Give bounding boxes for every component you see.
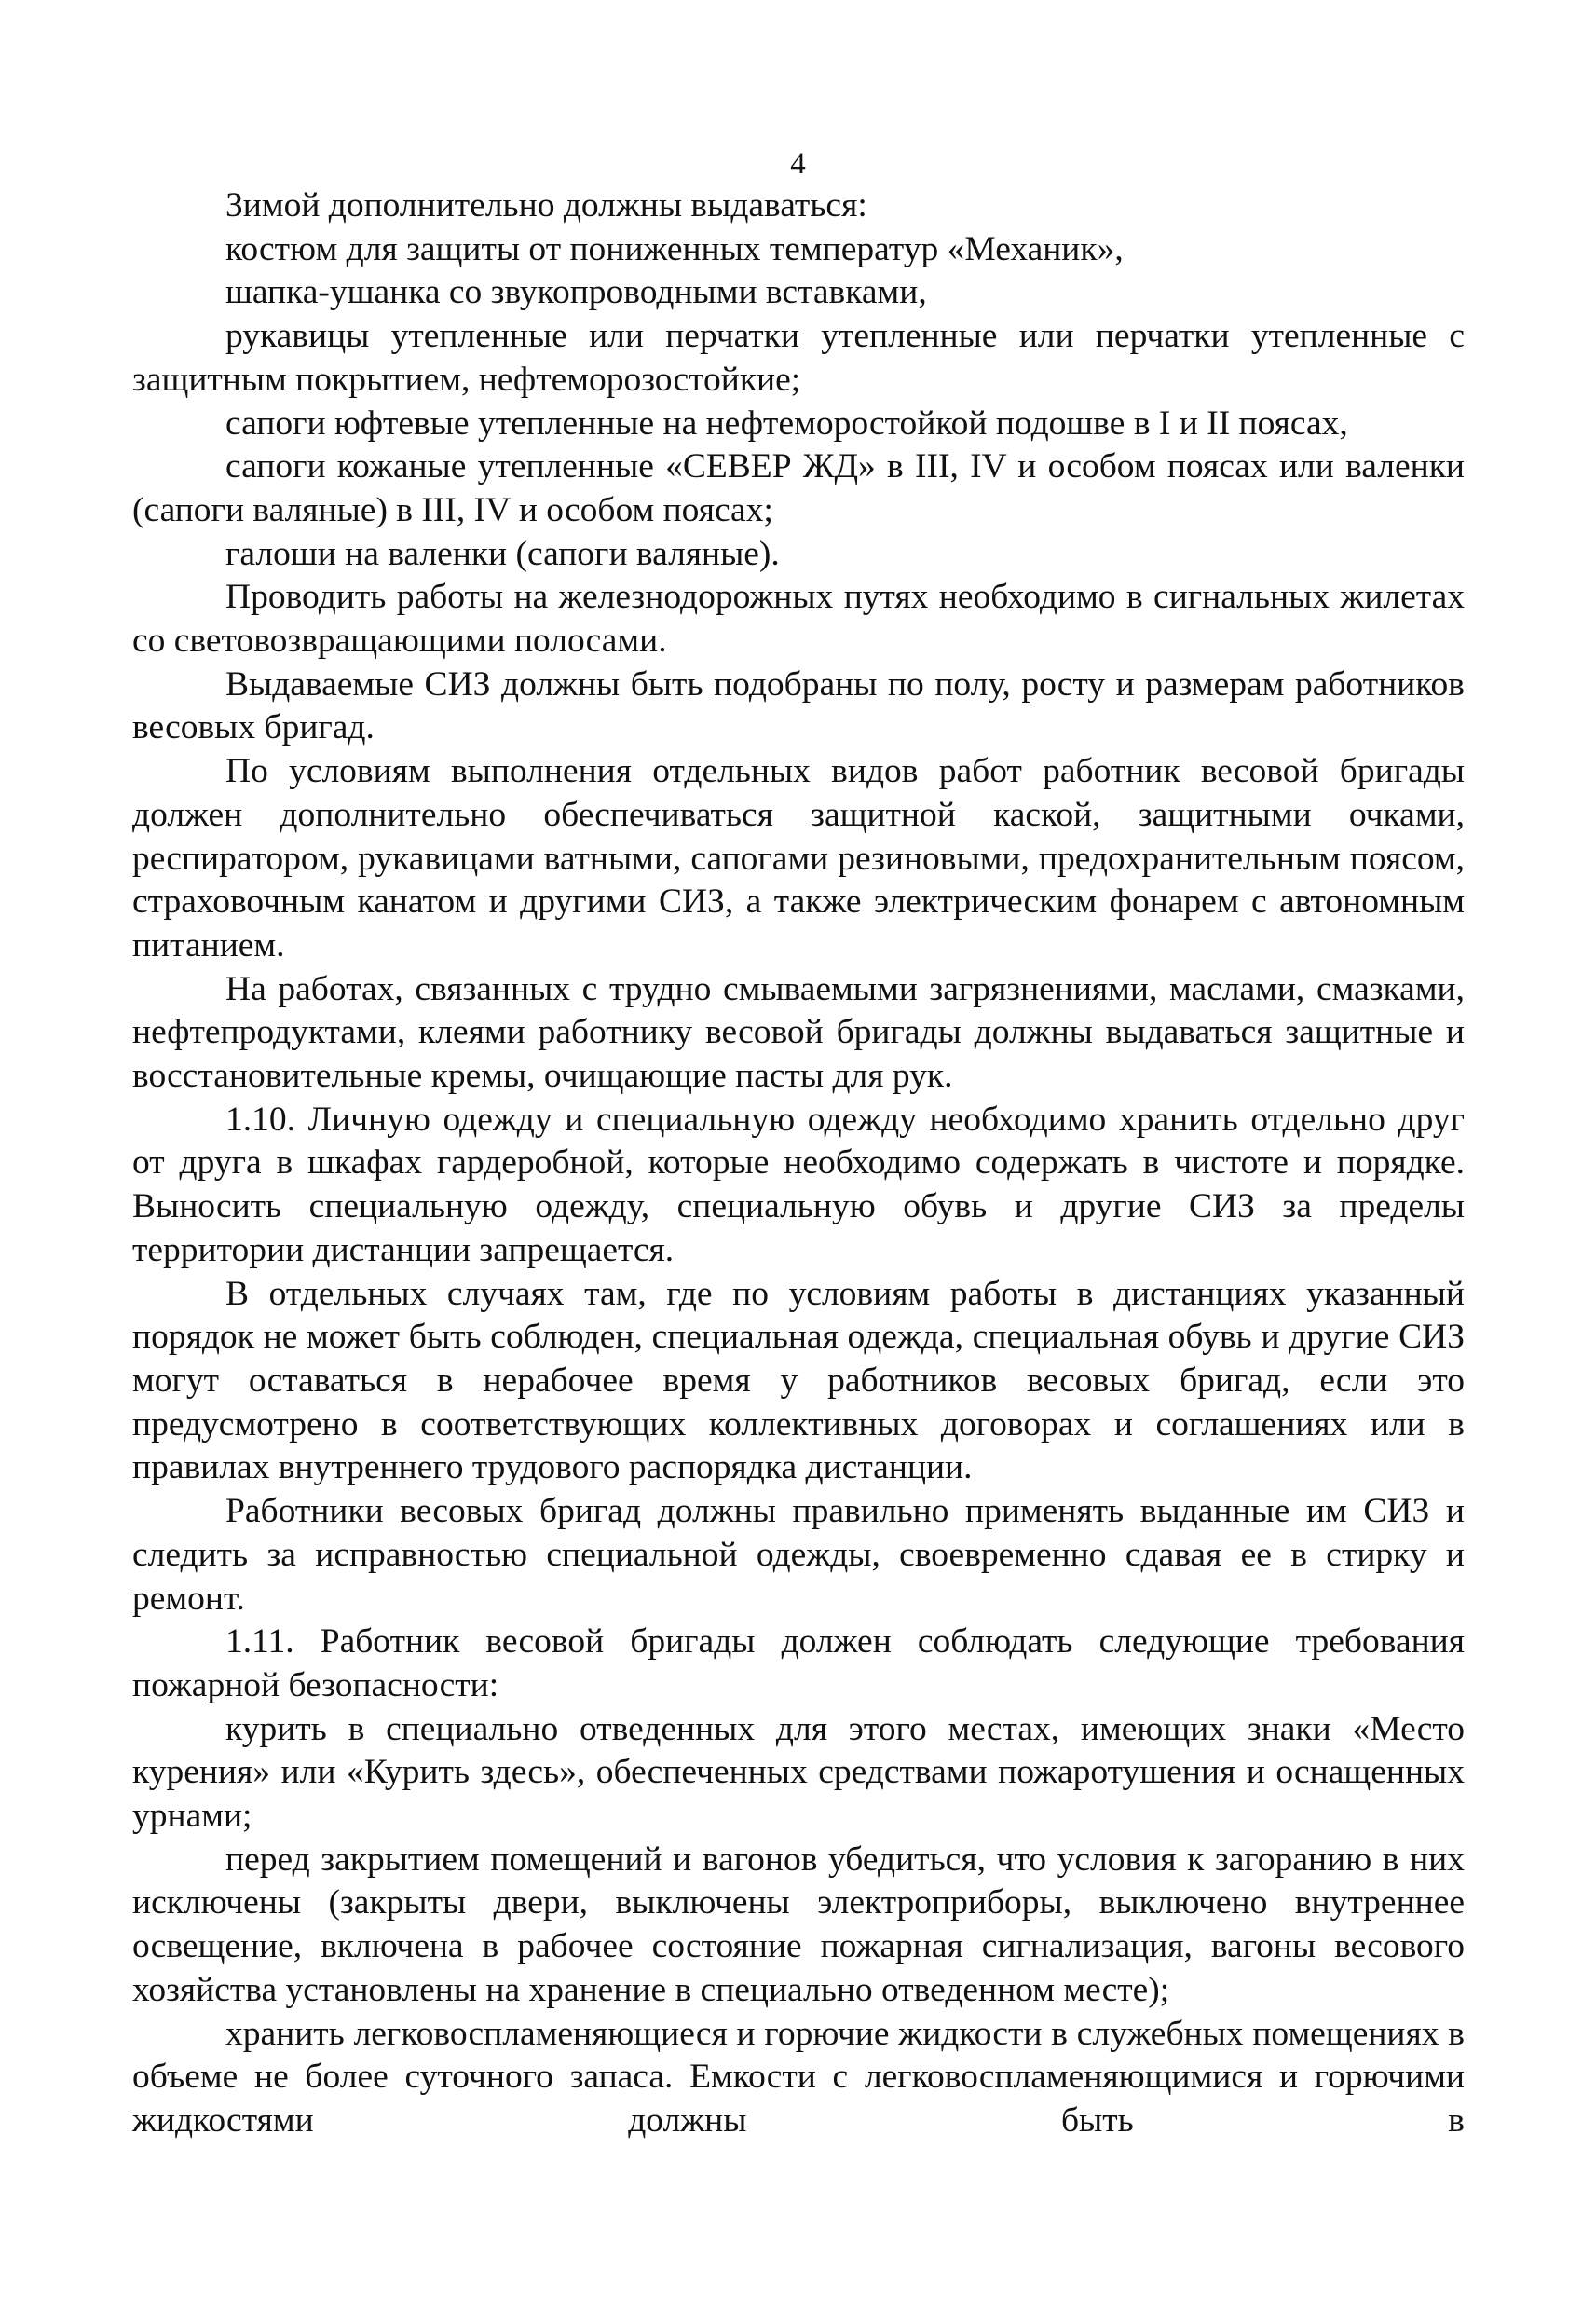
- paragraph: курить в специально отведенных для этого местах, имеющих знаки «Место курения» или «Курить здесь», обеспеченных средствами пожаротушения и оснащенных урнами;: [132, 1709, 1465, 1836]
- paragraph: рукавицы утепленные или перчатки утепленные или перчатки утепленные с защитным покрытием, нефтеморозостойкие;: [132, 317, 1465, 399]
- paragraph: Работники весовых бригад должны правильно применять выданные им СИЗ и следить за исправностью специальной одежды, своевременно сдавая ее в стирку и ремонт.: [132, 1492, 1465, 1618]
- paragraph: 1.10. Личную одежду и специальную одежду необходимо хранить отдельно друг от друга в шкафах гардеробной, которые необходимо содержать в чистоте и порядке. Выносить специальную одежду, специальную обувь и другие СИЗ за пределы территории дистанции запрещается.: [132, 1100, 1465, 1269]
- paragraph: хранить легковоспламеняющиеся и горючие жидкости в служебных помещениях в объеме не более суточного запаса. Емкости с легковоспламеняющимися и горючими жидкостями должны быть в: [132, 2014, 1465, 2140]
- paragraph: Зимой дополнительно должны выдаваться:: [225, 186, 867, 225]
- paragraph: По условиям выполнения отдельных видов работ работник весовой бригады должен дополнительно обеспечиваться защитной каской, защитными очками, респиратором, рукавицами ватными, сапогами резиновыми, предохранительным поясом, страховочным канатом и другими СИЗ, а также электрическим фонарем с автономным питанием.: [132, 752, 1465, 964]
- paragraph: перед закрытием помещений и вагонов убедиться, что условия к загоранию в них исключены (закрыты двери, выключены электроприборы, выключено внутреннее освещение, включена в рабочее состояние пожарная сигнализация, вагоны весового хозяйства установлены на хранение в специально отведенном месте);: [132, 1840, 1465, 2009]
- paragraph: костюм для защиты от пониженных температур «Механик»,: [225, 229, 1124, 268]
- page-number: 4: [790, 147, 806, 181]
- paragraph: сапоги юфтевые утепленные на нефтеморостойкой подошве в I и II поясах,: [225, 404, 1348, 443]
- paragraph: В отдельных случаях там, где по условиям работы в дистанциях указанный порядок не может быть соблюден, специальная одежда, специальная обувь и другие СИЗ могут оставаться в нерабочее время у работников весовых бригад, если это предусмотрено в соответствующих коллективных договорах и соглашениях или в правилах внутреннего трудового распорядка дистанции.: [132, 1274, 1465, 1487]
- paragraph: На работах, связанных с трудно смываемыми загрязнениями, маслами, смазками, нефтепродуктами, клеями работнику весовой бригады должны выдаваться защитные и восстановительные кремы, очищающие пасты для рук.: [132, 969, 1465, 1096]
- paragraph: шапка-ушанка со звукопроводными вставками,: [225, 273, 927, 312]
- paragraph: галоши на валенки (сапоги валяные).: [225, 534, 780, 573]
- paragraph: Выдаваемые СИЗ должны быть подобраны по полу, росту и размерам работников весовых бригад.: [132, 664, 1465, 747]
- paragraph: 1.11. Работник весовой бригады должен соблюдать следующие требования пожарной безопасности:: [132, 1622, 1465, 1704]
- document-body: [132, 185, 1465, 2143]
- paragraph: сапоги кожаные утепленные «СЕВЕР ЖД» в III, IV и особом поясах или валенки (сапоги валяные) в III, IV и особом поясах;: [132, 447, 1465, 529]
- paragraph: Проводить работы на железнодорожных путях необходимо в сигнальных жилетах со световозвращающими полосами.: [132, 578, 1465, 661]
